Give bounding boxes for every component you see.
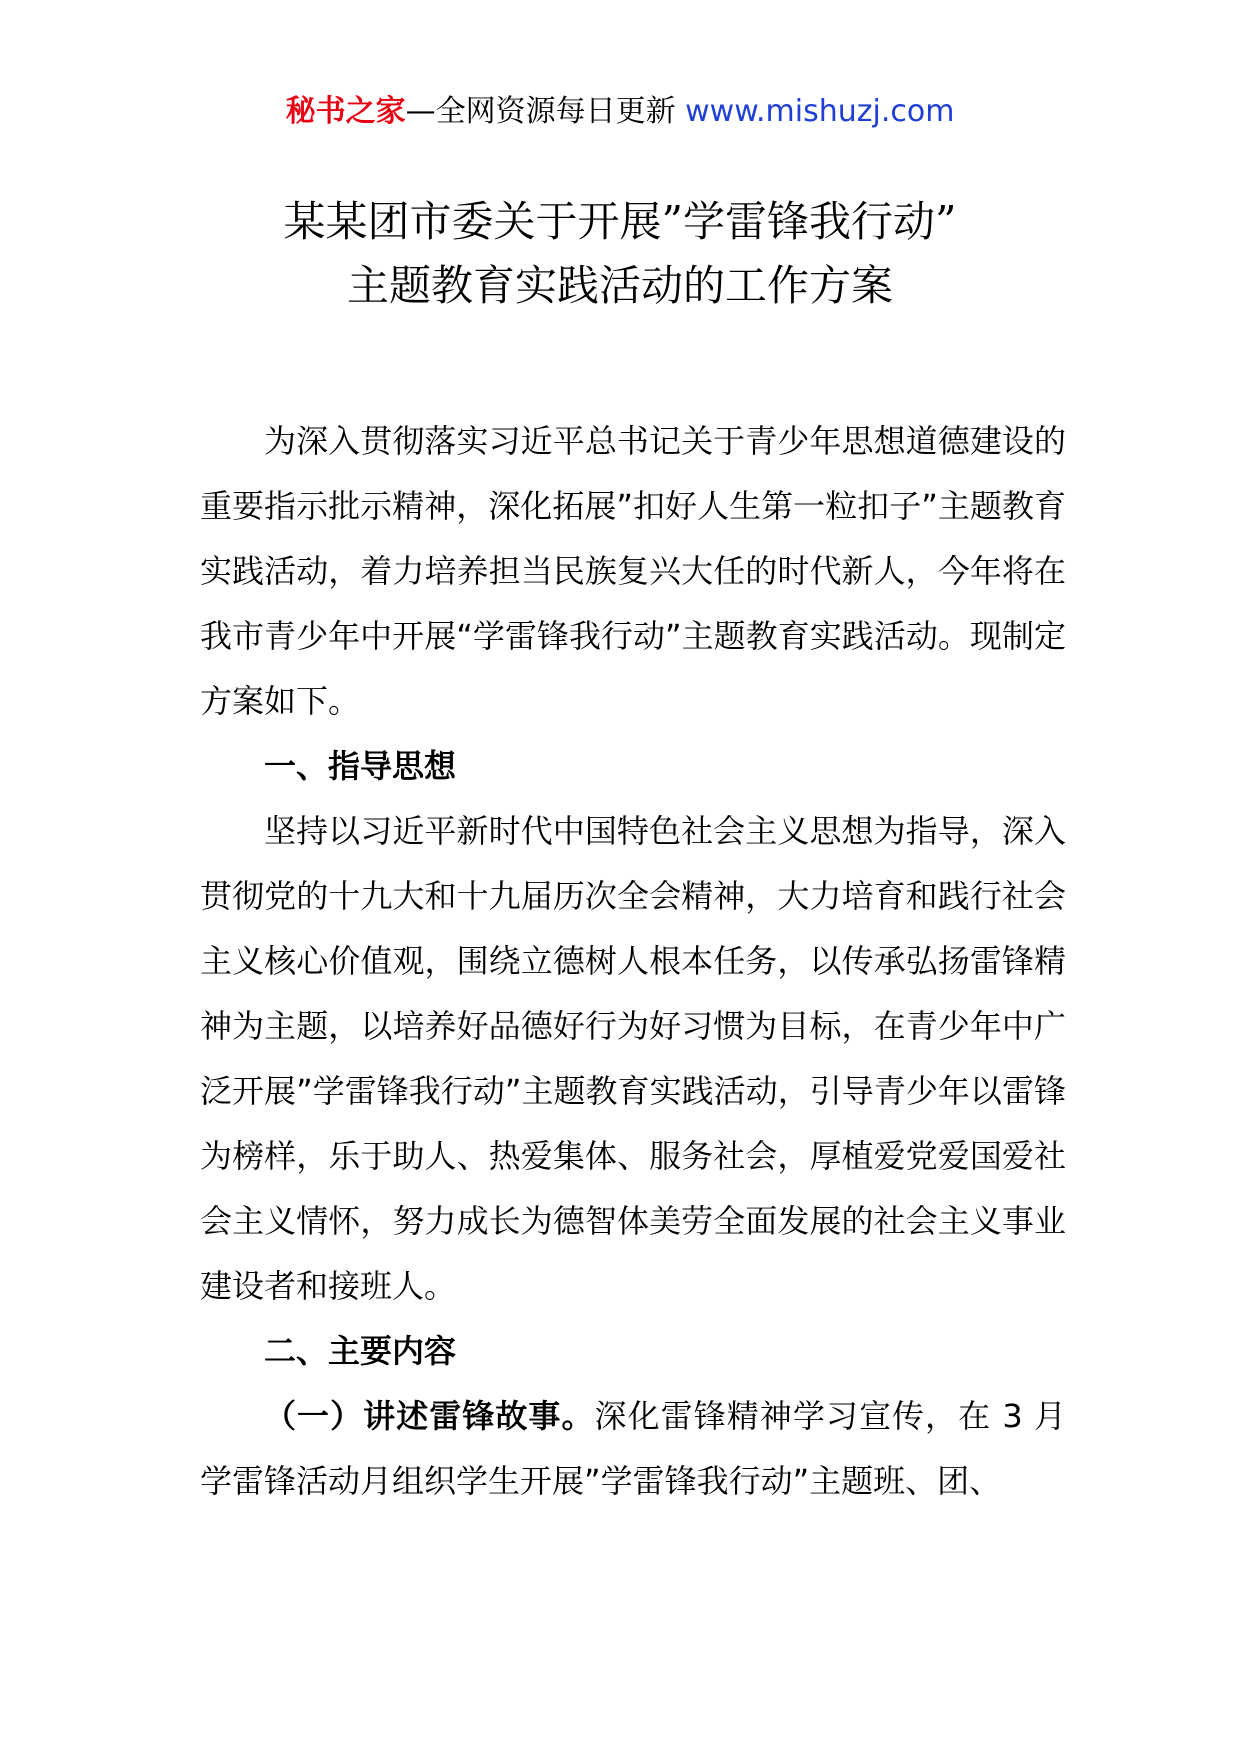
site-header — [0, 92, 1240, 132]
title-line-1: 某某团市委关于开展”学雷锋我行动” — [283, 197, 957, 246]
section-1-paragraph: 坚持以习近平新时代中国特色社会主义思想为指导，深入贯彻党的十九大和十九届历次全会精神，大力培育和践行社会主义核心价值观，围绕立德树人根本任务，以传承弘扬雷锋精神为主题，以培养好品德好行为好习惯为目标，在青少年中广泛开展”学雷锋我行动”主题教育实践活动，引导青少年以雷锋为榜样，乐于助人、热爱集体、服务社会，厚植爱党爱国爱社会主义情怀，努力成长为德智体美劳全面发展的社会主义事业建设者和接班人。 — [200, 812, 1066, 1305]
item-1-paragraph — [200, 1384, 1066, 1514]
site-brand: 秘书之家 — [285, 94, 406, 129]
site-url-link[interactable]: www.mishuzj.com — [685, 94, 955, 129]
section-2-heading: 二、主要内容 — [264, 1332, 457, 1370]
document-title — [0, 190, 1240, 318]
intro-paragraph: 为深入贯彻落实习近平总书记关于青少年思想道德建设的重要指示批示精神，深化拓展”扣好人生第一粒扣子”主题教育实践活动，着力培养担当民族复兴大任的时代新人，今年将在我市青少年中开展“学雷锋我行动”主题教育实践活动。现制定方案如下。 — [200, 422, 1066, 720]
site-tagline: —全网资源每日更新 — [405, 94, 676, 129]
item-1-text: 深化雷锋精神学习宣传，在 3 月学雷锋活动月组织学生开展”学雷锋我行动”主题班、团、 — [200, 1397, 1066, 1500]
item-1-lead: （一）讲述雷锋故事。 — [264, 1397, 595, 1435]
title-line-2: 主题教育实践活动的工作方案 — [346, 261, 893, 310]
section-1-heading: 一、指导思想 — [264, 747, 457, 785]
document-body — [200, 409, 1066, 1514]
